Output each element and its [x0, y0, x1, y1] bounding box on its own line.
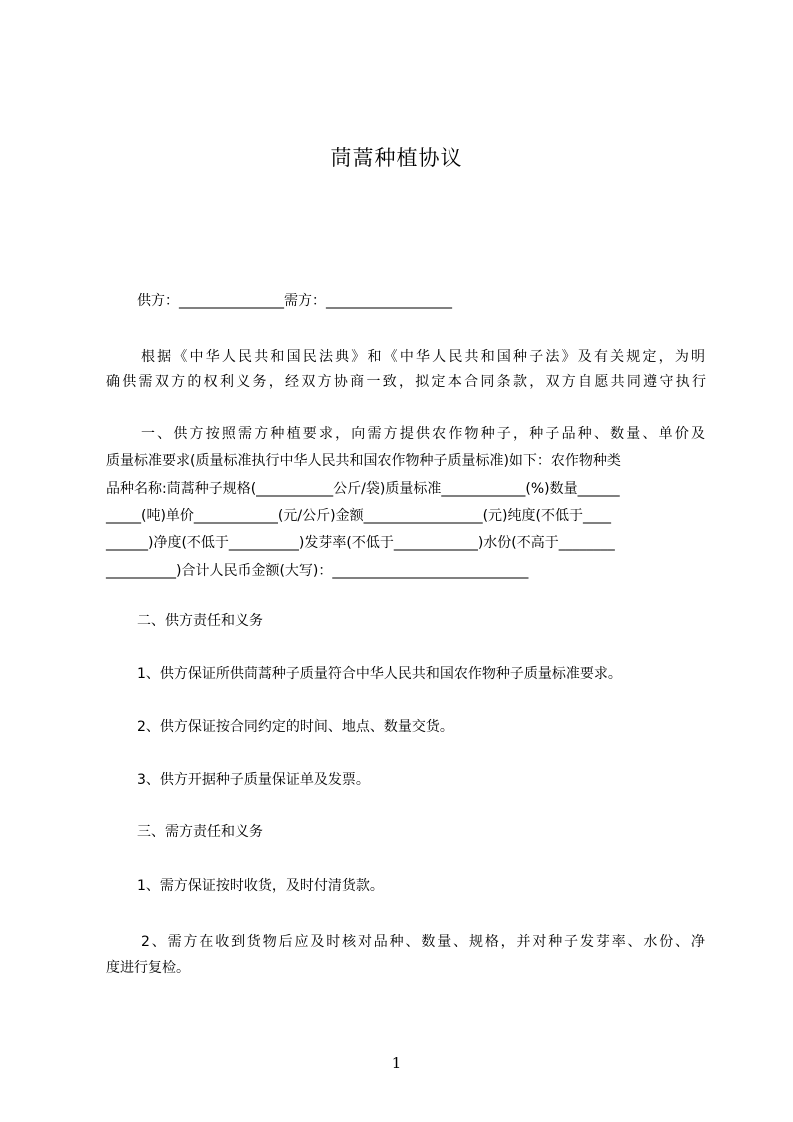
section2-item-1: 1、供方保证所供茼蒿种子质量符合中华人民共和国农作物种子质量标准要求。	[137, 666, 622, 682]
section3-item-2-line-2: 度进行复检。	[106, 960, 190, 976]
section1-line-5: ______)净度(不低于__________)发芽率(不低于____________)水份(不高于________	[106, 535, 615, 551]
section3-item-1: 1、需方保证按时收货，及时付清货款。	[137, 878, 384, 894]
section2-item-2: 2、供方保证按合同约定的时间、地点、数量交货。	[137, 719, 454, 735]
section1-line-3: 品种名称:茼蒿种子规格(___________公斤/袋)质量标准____________(%)数量______	[106, 481, 620, 497]
section1-line-6: __________)合计人民币金额(大写)：____________________________	[106, 563, 529, 579]
section1-line-1: 一、供方按照需方种植要求，向需方提供农作物种子，种子品种、数量、单价及	[141, 426, 705, 442]
section2-heading: 二、供方责任和义务	[137, 613, 263, 629]
section1-line-4: _____(吨)单价____________(元/公斤)金额_________________(元)纯度(不低于____	[106, 508, 611, 524]
section2-item-3: 3、供方开据种子质量保证单及发票。	[137, 772, 370, 788]
parties-line: 供方：_______________需方：__________________	[137, 293, 452, 309]
section1-line-2: 质量标准要求(质量标准执行中华人民共和国农作物种子质量标准)如下：农作物种类	[106, 453, 621, 469]
intro-line-1: 根据《中华人民共和国民法典》和《中华人民共和国种子法》及有关规定，为明	[141, 349, 705, 365]
intro-line-2: 确供需双方的权利义务，经双方协商一致，拟定本合同条款，双方自愿共同遵守执行	[106, 374, 706, 390]
document-title: 茼蒿种植协议	[330, 146, 463, 170]
section3-heading: 三、需方责任和义务	[137, 824, 263, 840]
page-number: 1	[391, 1054, 402, 1072]
section3-item-2-line-1: 2、需方在收到货物后应及时核对品种、数量、规格，并对种子发芽率、水份、净	[141, 934, 705, 950]
